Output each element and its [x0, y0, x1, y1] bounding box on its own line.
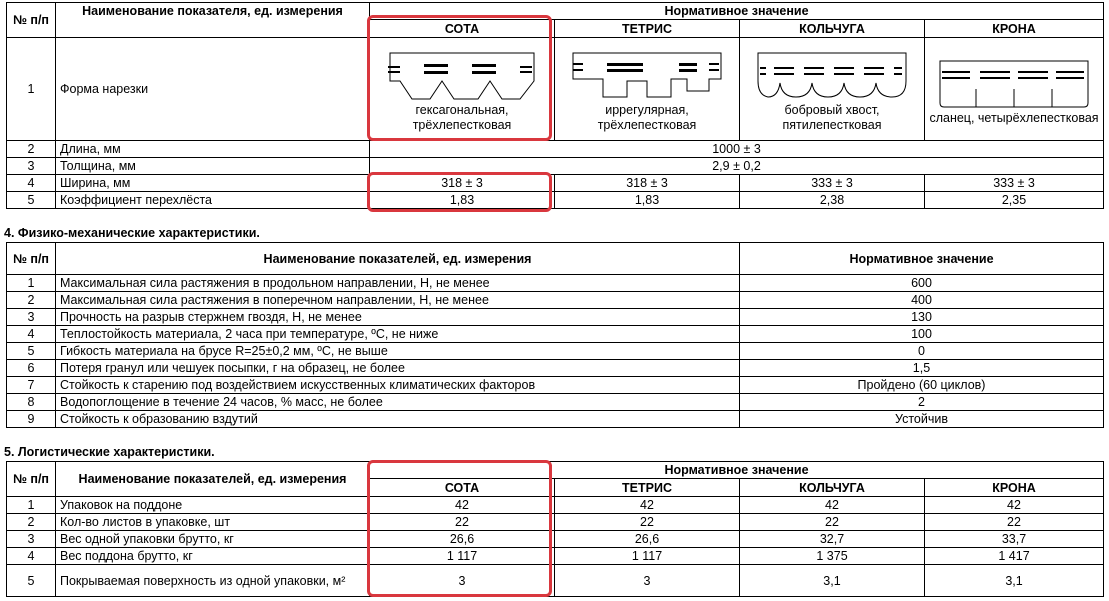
row-num: 2: [7, 292, 56, 309]
table-row: [7, 275, 1104, 292]
value-cell: 600: [740, 275, 1104, 292]
value-header: Нормативное значение: [740, 243, 1104, 275]
row-name: Коэффициент перехлёста: [56, 192, 370, 209]
product-header-tetris: ТЕТРИС: [555, 479, 740, 497]
row-num: 5: [7, 343, 56, 360]
value-cell: 26,6: [555, 531, 740, 548]
num-header: № п/п: [7, 3, 56, 38]
value-cell: 22: [555, 514, 740, 531]
table-row: [7, 394, 1104, 411]
value-cell: 3,1: [740, 565, 925, 597]
cut-caption-krona: сланец, четырёхлепестковая: [929, 110, 1099, 125]
value-cell: 33,7: [925, 531, 1104, 548]
name-header: Наименование показателя, ед. измерения: [56, 3, 370, 38]
value-cell: 22: [925, 514, 1104, 531]
product-header-sota: СОТА: [370, 20, 555, 38]
value-cell: 130: [740, 309, 1104, 326]
row-num: 1: [7, 275, 56, 292]
value-cell: 2,38: [740, 192, 925, 209]
cut-cell-sota: [370, 38, 555, 141]
value-cell: Устойчив: [740, 411, 1104, 428]
row-name: Вес поддона брутто, кг: [56, 548, 370, 565]
product-header-krona: КРОНА: [925, 479, 1104, 497]
row-num: 8: [7, 394, 56, 411]
table-row: [7, 326, 1104, 343]
row-num: 4: [7, 548, 56, 565]
row-num: 6: [7, 360, 56, 377]
normative-header: Нормативное значение: [370, 3, 1104, 20]
row-num: 1: [7, 497, 56, 514]
product-header-krona: КРОНА: [925, 20, 1104, 38]
row-name: Гибкость материала на брусе R=25±0,2 мм, ºС, не выше: [56, 343, 740, 360]
value-cell: 42: [370, 497, 555, 514]
row-num: 1: [7, 38, 56, 141]
row-name: Упаковок на поддоне: [56, 497, 370, 514]
table-row: [7, 343, 1104, 360]
row-name: Стойкость к старению под воздействием искусственных климатических факторов: [56, 377, 740, 394]
table-row: [7, 548, 1104, 565]
row-num: 4: [7, 326, 56, 343]
row-name: Водопоглощение в течение 24 часов, % масс, не более: [56, 394, 740, 411]
row-num: 2: [7, 141, 56, 158]
value-cell: 1 117: [370, 548, 555, 565]
row-name: Теплостойкость материала, 2 часа при температуре, ºС, не ниже: [56, 326, 740, 343]
merged-value: 1000 ± 3: [370, 141, 1104, 158]
row-name: Стойкость к образованию вздутий: [56, 411, 740, 428]
row-num: 2: [7, 514, 56, 531]
slate-shingle-icon: [934, 59, 1094, 109]
row-num: 3: [7, 531, 56, 548]
value-cell: 3: [555, 565, 740, 597]
num-header: № п/п: [7, 243, 56, 275]
value-cell: 318 ± 3: [370, 175, 555, 192]
merged-value: 2,9 ± 0,2: [370, 158, 1104, 175]
product-header-sota: СОТА: [370, 479, 555, 497]
beavertail-shingle-icon: [752, 51, 912, 101]
value-cell: 318 ± 3: [555, 175, 740, 192]
num-header: № п/п: [7, 462, 56, 497]
value-cell: 0: [740, 343, 1104, 360]
row-name: Потеря гранул или чешуек посыпки, г на образец, не более: [56, 360, 740, 377]
row-name: Вес одной упаковки брутто, кг: [56, 531, 370, 548]
section-5-title: 5. Логистические характеристики.: [4, 445, 215, 459]
product-header-tetris: ТЕТРИС: [555, 20, 740, 38]
value-cell: 26,6: [370, 531, 555, 548]
row-name: Прочность на разрыв стержнем гвоздя, Н, не менее: [56, 309, 740, 326]
value-cell: 3,1: [925, 565, 1104, 597]
row-name: Ширина, мм: [56, 175, 370, 192]
row-num: 5: [7, 192, 56, 209]
logistics-table: [6, 461, 1104, 597]
row-name: Покрываемая поверхность из одной упаковки, м²: [56, 565, 370, 597]
section-4-title: 4. Физико-механические характеристики.: [4, 226, 260, 240]
cut-cell-tetris: [555, 38, 740, 141]
table-row: [7, 292, 1104, 309]
row-name: Максимальная сила растяжения в продольном направлении, Н, не менее: [56, 275, 740, 292]
value-cell: 333 ± 3: [740, 175, 925, 192]
value-cell: 100: [740, 326, 1104, 343]
value-cell: 333 ± 3: [925, 175, 1104, 192]
table-row: [7, 309, 1104, 326]
value-cell: Пройдено (60 циклов): [740, 377, 1104, 394]
table-row: [7, 497, 1104, 514]
table-row: [7, 565, 1104, 597]
table-row: [7, 531, 1104, 548]
row-num: 9: [7, 411, 56, 428]
cut-caption-kolchuga: бобровый хвост, пятилепестковая: [782, 103, 882, 132]
row-num: 4: [7, 175, 56, 192]
table-row: [7, 514, 1104, 531]
value-cell: 3: [370, 565, 555, 597]
row-num: 7: [7, 377, 56, 394]
cut-cell-kolchuga: [740, 38, 925, 141]
value-cell: 42: [555, 497, 740, 514]
cut-cell-krona: [925, 38, 1104, 141]
product-header-kolchuga: КОЛЬЧУГА: [740, 479, 925, 497]
value-cell: 22: [370, 514, 555, 531]
cut-caption-sota: гексагональная, трёхлепестковая: [412, 103, 512, 132]
value-cell: 42: [925, 497, 1104, 514]
value-cell: 1 117: [555, 548, 740, 565]
value-cell: 1 375: [740, 548, 925, 565]
irregular-shingle-icon: [567, 51, 727, 101]
value-cell: 2,35: [925, 192, 1104, 209]
table-row: [7, 377, 1104, 394]
row-num: 5: [7, 565, 56, 597]
row-name: Кол-во листов в упаковке, шт: [56, 514, 370, 531]
value-cell: 22: [740, 514, 925, 531]
name-header: Наименование показателей, ед. измерения: [56, 462, 370, 497]
value-cell: 32,7: [740, 531, 925, 548]
shingle-spec-table: [6, 2, 1104, 209]
name-header: Наименование показателей, ед. измерения: [56, 243, 740, 275]
table-row: [7, 360, 1104, 377]
table-row: [7, 411, 1104, 428]
row-name: Длина, мм: [56, 141, 370, 158]
hexagonal-shingle-icon: [382, 51, 542, 101]
value-cell: 2: [740, 394, 1104, 411]
row-num: 3: [7, 158, 56, 175]
row-name: Толщина, мм: [56, 158, 370, 175]
row-name: Форма нарезки: [56, 38, 370, 141]
value-cell: 1,83: [555, 192, 740, 209]
normative-header: Нормативное значение: [370, 462, 1104, 479]
physical-properties-table: [6, 242, 1104, 428]
value-cell: 1 417: [925, 548, 1104, 565]
value-cell: 42: [740, 497, 925, 514]
row-num: 3: [7, 309, 56, 326]
product-header-kolchuga: КОЛЬЧУГА: [740, 20, 925, 38]
cut-caption-tetris: иррегулярная, трёхлепестковая: [597, 103, 697, 132]
row-name: Максимальная сила растяжения в поперечном направлении, Н, не менее: [56, 292, 740, 309]
value-cell: 400: [740, 292, 1104, 309]
value-cell: 1,5: [740, 360, 1104, 377]
value-cell: 1,83: [370, 192, 555, 209]
